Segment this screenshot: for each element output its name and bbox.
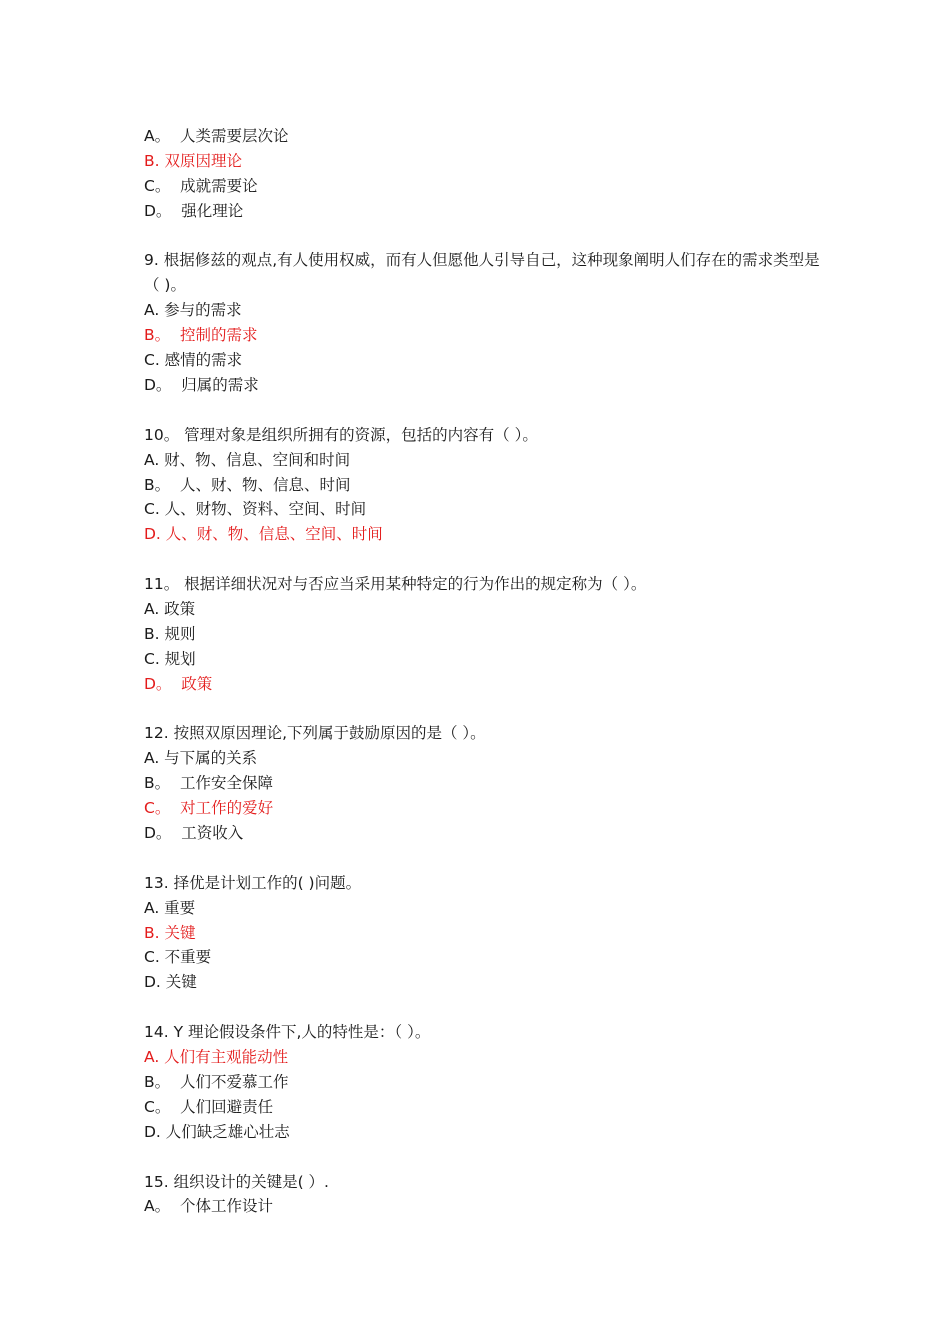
question-block (144, 1020, 824, 1144)
option: C. 人、财物、资料、空间、时间 (144, 500, 367, 519)
block-gap (144, 697, 824, 722)
question-text: 12. 按照双原因理论,下列属于鼓励原因的是（ ）。 (144, 724, 486, 743)
question-block (144, 871, 824, 995)
correct-option: A. 人们有主观能动性 (144, 1048, 289, 1067)
question-text: 9. 根据修兹的观点,有人使用权威，而有人但愿他人引导自己，这种现象阐明人们存在的需求类型是（ )。 (144, 251, 820, 295)
question-text: 13. 择优是计划工作的( )问题。 (144, 873, 362, 892)
correct-option: D。 政策 (144, 674, 213, 693)
option: C. 不重要 (144, 948, 212, 967)
block-gap (144, 224, 824, 249)
question-block (144, 124, 824, 224)
option: B。 工作安全保障 (144, 774, 273, 793)
option: C。 成就需要论 (144, 176, 258, 195)
option: A. 财、物、信息、空间和时间 (144, 450, 351, 469)
option: D. 人们缺乏雄心壮志 (144, 1122, 290, 1141)
option: D. 关键 (144, 973, 197, 992)
correct-option: B. 关键 (144, 923, 196, 942)
option: D。 强化理论 (144, 201, 244, 220)
option: A. 参与的需求 (144, 301, 242, 320)
option: A。 人类需要层次论 (144, 127, 289, 145)
option: C. 感情的需求 (144, 351, 243, 370)
option: B。 人们不爱慕工作 (144, 1072, 289, 1091)
option: B。 人、财、物、信息、时间 (144, 475, 351, 494)
question-text: 10。 管理对象是组织所拥有的资源，包括的内容有（ ）。 (144, 425, 538, 444)
question-text: 14. Y 理论假设条件下,人的特性是：（ ）。 (144, 1023, 431, 1042)
question-text: 11。 根据详细状况对与否应当采用某种特定的行为作出的规定称为（ ）。 (144, 575, 647, 594)
option: D。 归属的需求 (144, 375, 259, 394)
block-gap (144, 995, 824, 1020)
question-text: 15. 组织设计的关键是( ）. (144, 1172, 329, 1191)
correct-option: B。 控制的需求 (144, 326, 258, 345)
question-block (144, 721, 824, 845)
correct-option: D. 人、财、物、信息、空间、时间 (144, 525, 383, 544)
document-body (144, 124, 824, 1219)
block-gap (144, 398, 824, 423)
correct-option: C。 对工作的爱好 (144, 799, 274, 818)
block-gap (144, 846, 824, 871)
option: A。 个体工作设计 (144, 1197, 273, 1216)
question-block (144, 1170, 824, 1220)
block-gap (144, 547, 824, 572)
correct-option: B. 双原因理论 (144, 151, 242, 170)
option: B. 规则 (144, 624, 196, 643)
option: A. 重要 (144, 898, 196, 917)
option: A. 与下属的关系 (144, 749, 258, 768)
option: C。 人们回避责任 (144, 1097, 274, 1116)
option: C. 规划 (144, 649, 196, 668)
block-gap (144, 1145, 824, 1170)
option: A. 政策 (144, 599, 196, 618)
option: D。 工资收入 (144, 824, 244, 843)
question-block (144, 572, 824, 696)
question-block (144, 423, 824, 547)
question-block (144, 248, 824, 397)
